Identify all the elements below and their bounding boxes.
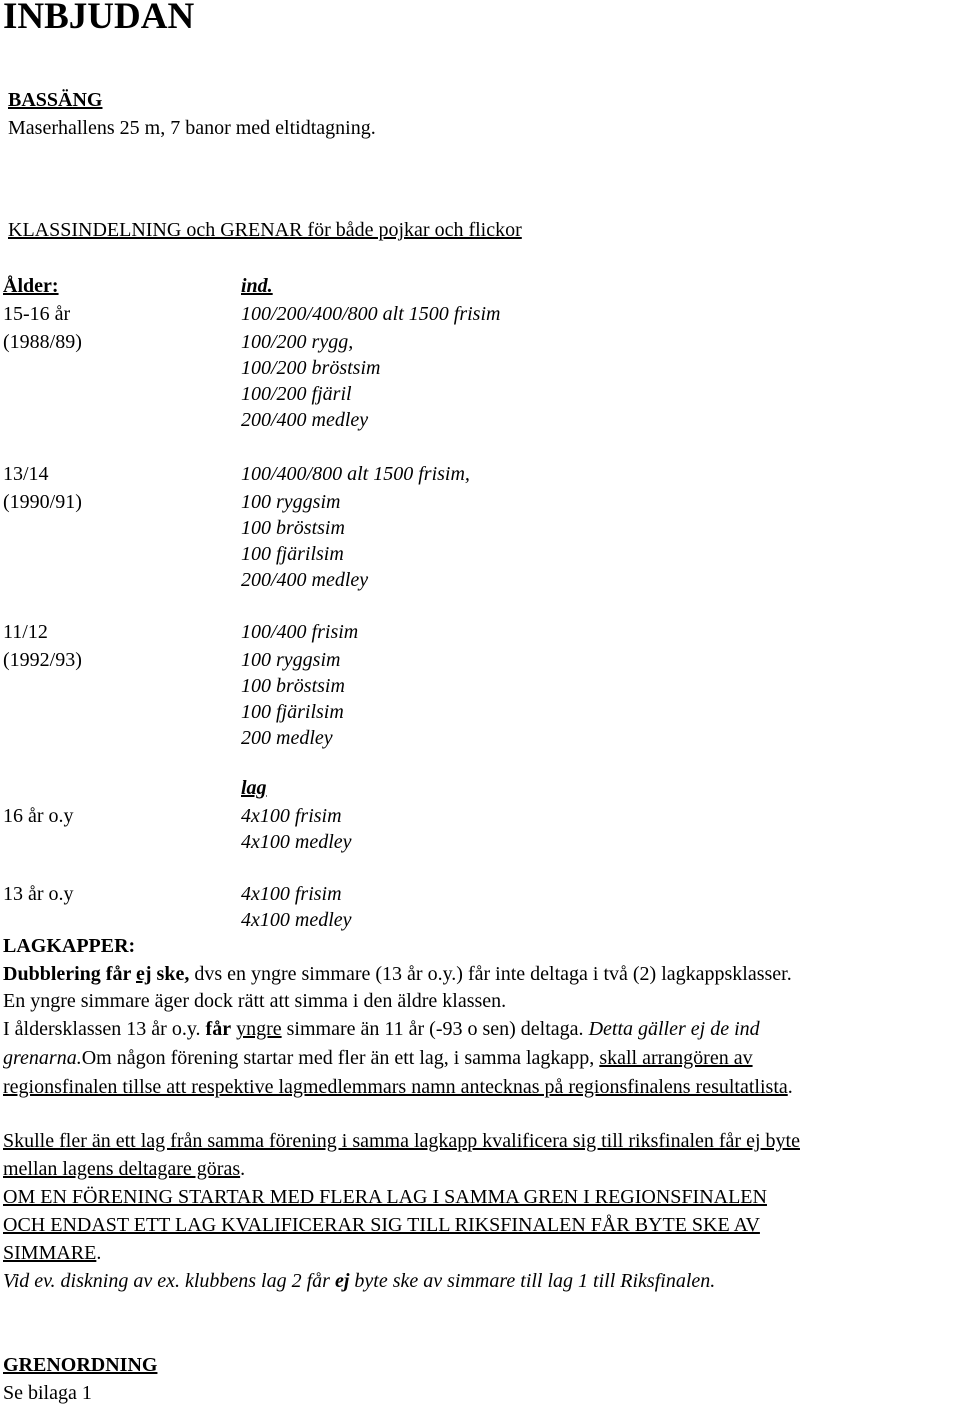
group-year: (1992/93) [3,649,82,671]
event: 100 fjärilsim [241,543,344,565]
event: 200 medley [241,727,333,749]
lagkapper-paragraph: grenarna.Om någon förening startar med fler än ett lag, i samma lagkapp, skall arrangören av [3,1047,753,1069]
lag-event: 4x100 frisim [241,883,342,905]
group-year: (1988/89) [3,331,82,353]
lagkapper-paragraph: Skulle fler än ett lag från samma förening i samma lagkapp kvalificera sig till riksfinalen får ej byte [3,1130,800,1152]
event: 100 fjärilsim [241,701,344,723]
event: 100 bröstsim [241,517,345,539]
lagkapper-paragraph: Dubblering får ej ske, dvs en yngre simmare (13 år o.y.) får inte deltaga i två (2) lagkappsklasser. [3,963,792,985]
group-age: 13/14 [3,463,49,485]
page-title: INBJUDAN [3,0,195,37]
lagkapper-paragraph: mellan lagens deltagare göras. [3,1158,246,1180]
event: 100/400/800 alt 1500 frisim, [241,463,470,485]
klass-heading: KLASSINDELNING och GRENAR för både pojkar och flickor [8,219,522,241]
lagkapper-paragraph: I åldersklassen 13 år o.y. får yngre simmare än 11 år (-93 o sen) deltaga. Detta gäller ej de ind [3,1018,760,1040]
event: 100/200 bröstsim [241,357,381,379]
event: 100 ryggsim [241,649,341,671]
event: 100/200/400/800 alt 1500 frisim [241,303,501,325]
event: 200/400 medley [241,569,369,591]
lag-group-age: 16 år o.y [3,805,74,827]
lagkapper-paragraph: SIMMARE. [3,1242,102,1264]
lagkapper-paragraph: OM EN FÖRENING STARTAR MED FLERA LAG I SAMMA GREN I REGIONSFINALEN [3,1186,767,1208]
event: 100/400 frisim [241,621,359,643]
grenordning-text: Se bilaga 1 [3,1382,92,1404]
lagkapper-paragraph: OCH ENDAST ETT LAG KVALIFICERAR SIG TILL RIKSFINALEN FÅR BYTE SKE AV [3,1214,760,1236]
group-age: 15-16 år [3,303,71,325]
bassang-text: Maserhallens 25 m, 7 banor med eltidtagning. [8,117,376,139]
event: 100 ryggsim [241,491,341,513]
lag-group-age: 13 år o.y [3,883,74,905]
group-year: (1990/91) [3,491,82,513]
lag-event: 4x100 frisim [241,805,342,827]
lag-event: 4x100 medley [241,909,352,931]
event: 200/400 medley [241,409,369,431]
lag-event: 4x100 medley [241,831,352,853]
bassang-heading: BASSÄNG [8,89,103,111]
age-col-header: Ålder: [3,275,59,297]
lag-col-header: lag [241,777,267,799]
group-age: 11/12 [3,621,48,643]
event: 100 bröstsim [241,675,345,697]
lagkapper-paragraph: Vid ev. diskning av ex. klubbens lag 2 får ej byte ske av simmare till lag 1 till Riksfinalen. [3,1270,716,1292]
lagkapper-heading: LAGKAPPER: [3,935,136,957]
ind-col-header: ind. [241,275,273,297]
event: 100/200 fjäril [241,383,352,405]
lagkapper-paragraph: En yngre simmare äger dock rätt att simma i den äldre klassen. [3,990,507,1012]
event: 100/200 rygg, [241,331,354,353]
lagkapper-paragraph: regionsfinalen tillse att respektive lagmedlemmars namn antecknas på regionsfinalens resultatlista. [3,1076,793,1098]
grenordning-heading: GRENORDNING [3,1354,158,1376]
